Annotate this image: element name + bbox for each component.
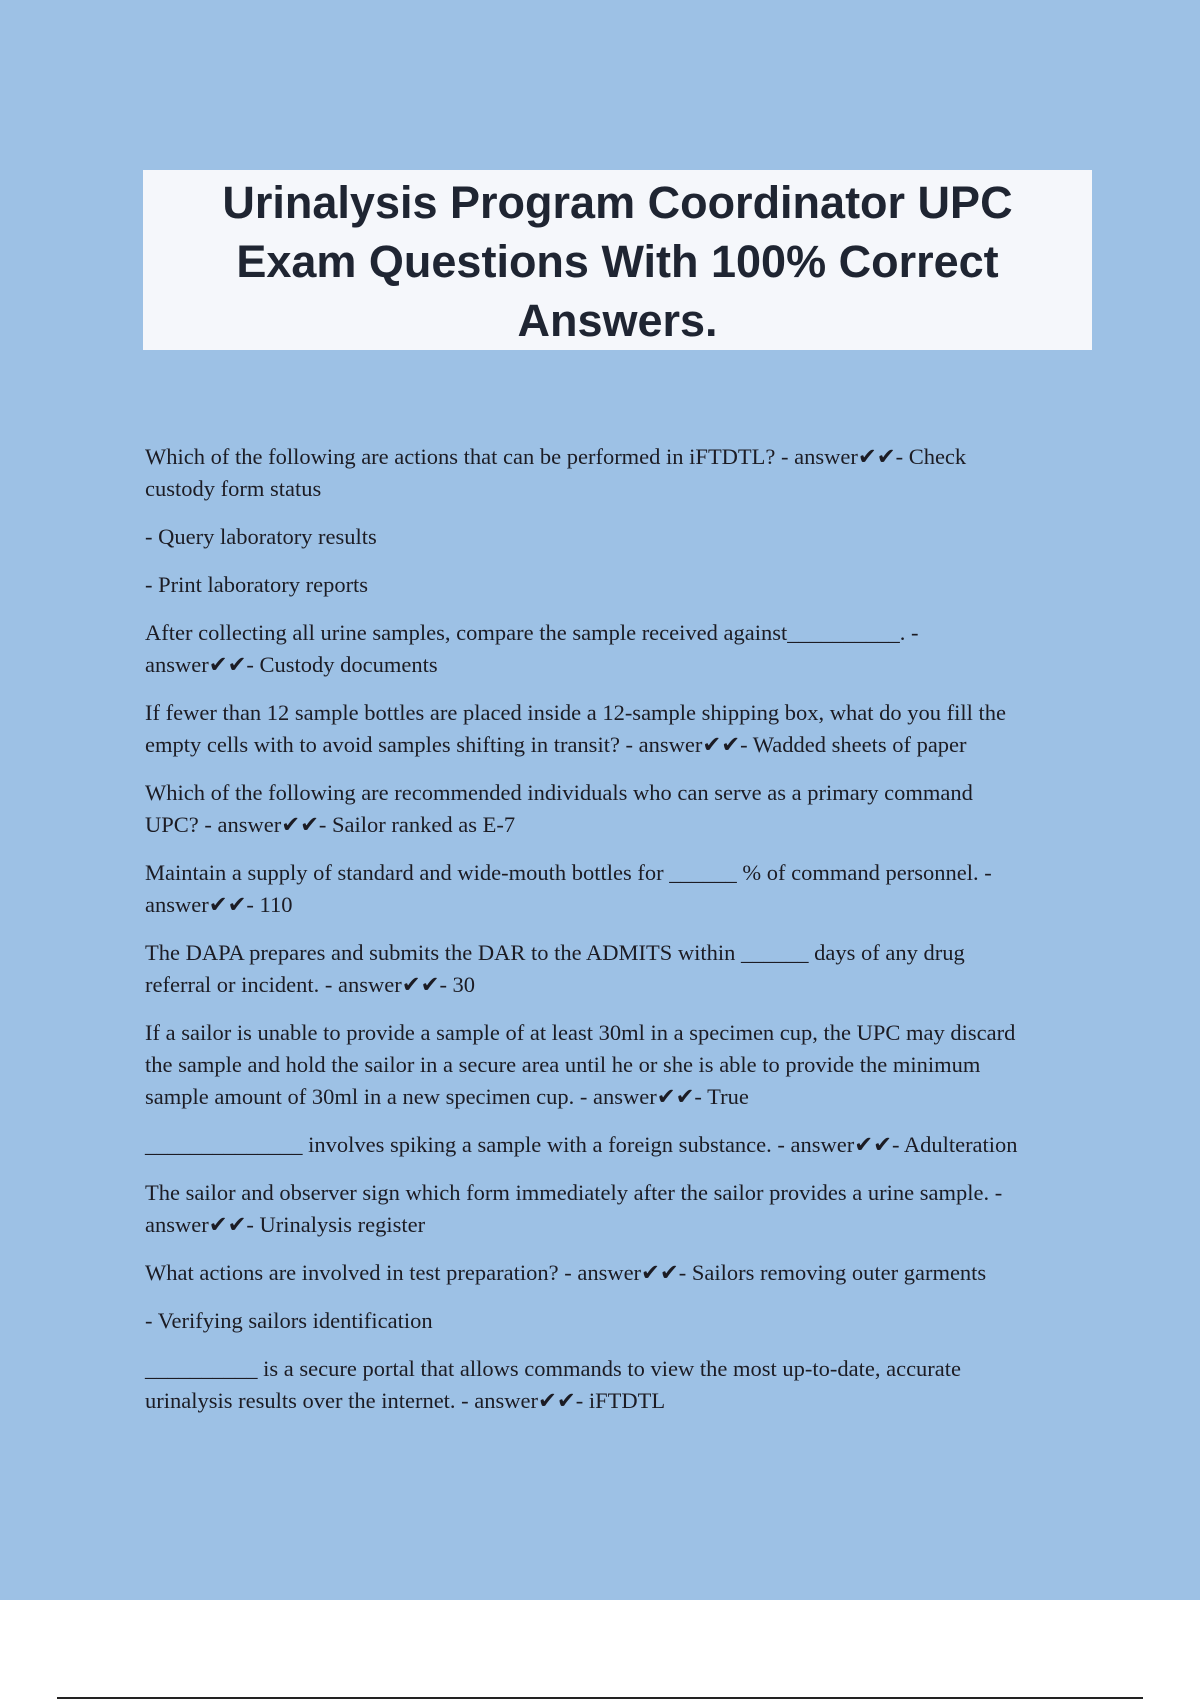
question-paragraph <box>145 1353 1095 1417</box>
paragraph-line: referral or incident. - answer✔✔- 30 <box>145 972 476 997</box>
paragraph-line: custody form status <box>145 476 322 501</box>
document-title-line: Answers. <box>517 295 718 346</box>
paragraph-line: answer✔✔- Urinalysis register <box>145 1212 426 1237</box>
question-paragraph <box>145 697 1095 761</box>
question-paragraph <box>145 1017 1095 1113</box>
question-paragraph <box>145 617 1095 681</box>
paragraph-line: __________ is a secure portal that allows commands to view the most up-to-date, accurate <box>145 1356 962 1381</box>
paragraph-line: The sailor and observer sign which form immediately after the sailor provides a urine sample. - <box>145 1180 1003 1205</box>
page-divider <box>57 1697 1143 1699</box>
paragraph-line: The DAPA prepares and submits the DAR to the ADMITS within ______ days of any drug <box>145 940 965 965</box>
paragraph-line: - Print laboratory reports <box>145 572 369 597</box>
paragraph-line: ______________ involves spiking a sample with a foreign substance. - answer✔✔- Adulteration <box>145 1132 1018 1157</box>
paragraph-line: empty cells with to avoid samples shifting in transit? - answer✔✔- Wadded sheets of paper <box>145 732 967 757</box>
question-paragraph <box>145 441 1095 505</box>
question-paragraph <box>145 777 1095 841</box>
paragraph-line: Which of the following are recommended individuals who can serve as a primary command <box>145 780 973 805</box>
paragraph-line: If fewer than 12 sample bottles are placed inside a 12-sample shipping box, what do you fill the <box>145 700 1007 725</box>
paragraph-line: What actions are involved in test preparation? - answer✔✔- Sailors removing outer garments <box>145 1260 987 1285</box>
paragraph-line: Maintain a supply of standard and wide-mouth bottles for ______ % of command personnel. - <box>145 860 992 885</box>
question-paragraph <box>145 857 1095 921</box>
answer-list-item <box>145 1305 1095 1337</box>
paragraph-line: - Query laboratory results <box>145 524 377 549</box>
paragraph-line: sample amount of 30ml in a new specimen cup. - answer✔✔- True <box>145 1084 749 1109</box>
question-paragraph <box>145 1129 1095 1161</box>
question-list <box>145 441 1095 1433</box>
paragraph-line: UPC? - answer✔✔- Sailor ranked as E-7 <box>145 812 516 837</box>
question-paragraph <box>145 1177 1095 1241</box>
paragraph-line: urinalysis results over the internet. - answer✔✔- iFTDTL <box>145 1388 666 1413</box>
document-title-line: Urinalysis Program Coordinator UPC <box>222 177 1013 228</box>
title-box <box>143 170 1092 350</box>
answer-list-item <box>145 521 1095 553</box>
document-title-line: Exam Questions With 100% Correct <box>236 236 999 287</box>
question-paragraph <box>145 1257 1095 1289</box>
paragraph-line: - Verifying sailors identification <box>145 1308 433 1333</box>
paragraph-line: If a sailor is unable to provide a sample of at least 30ml in a specimen cup, the UPC may discard <box>145 1020 1016 1045</box>
paragraph-line: Which of the following are actions that can be performed in iFTDTL? - answer✔✔- Check <box>145 444 967 469</box>
paragraph-line: answer✔✔- 110 <box>145 892 293 917</box>
paragraph-line: the sample and hold the sailor in a secure area until he or she is able to provide the minimum <box>145 1052 981 1077</box>
paragraph-line: After collecting all urine samples, compare the sample received against__________. - <box>145 620 919 645</box>
answer-list-item <box>145 569 1095 601</box>
question-paragraph <box>145 937 1095 1001</box>
paragraph-line: answer✔✔- Custody documents <box>145 652 438 677</box>
